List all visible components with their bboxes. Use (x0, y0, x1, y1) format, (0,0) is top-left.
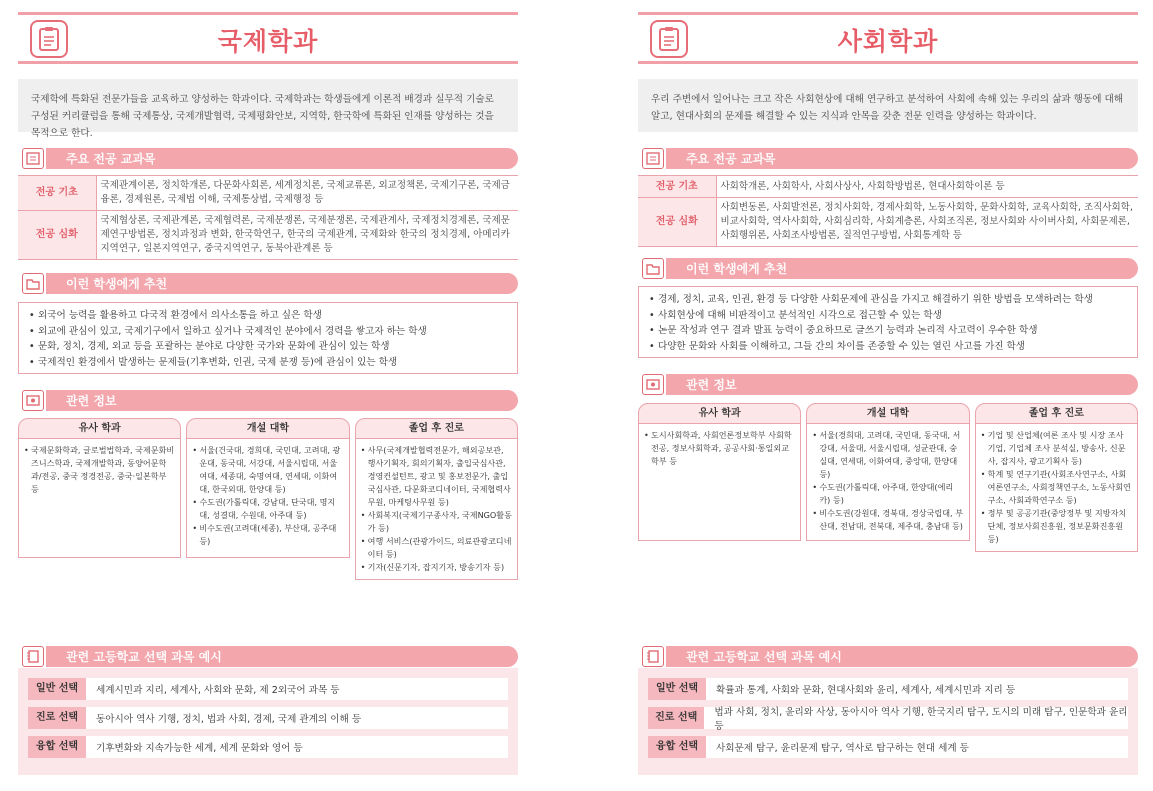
section-major-header (638, 147, 1138, 170)
title-bar (18, 12, 518, 64)
major-table (18, 175, 518, 260)
folder-icon (22, 273, 44, 294)
info-icon (642, 374, 664, 395)
info-columns (638, 403, 1138, 544)
list-item: • 서울(경희대, 고려대, 국민대, 동국대, 서강대, 서울대, 서울시립대, 성균관대, 숭실대, 연세대, 이화여대, 중앙대, 한양대 등) (812, 429, 963, 481)
book-icon (22, 646, 44, 667)
row-key: 전공 심화 (18, 211, 96, 260)
row-key: 일반 선택 (648, 678, 706, 700)
selection-row (28, 707, 508, 729)
list-item: • 사무(국제개발협력전문가, 해외공보관, 행사기획자, 회의기획자, 출입국심사관, 경영컨설턴트, 광고 및 홍보전문가, 출입국심사관, 다문화코디네이터, 국제협력사무원, 마케팅사무원 등) (361, 444, 512, 509)
row-value: 동아시아 역사 기행, 정치, 법과 사회, 경제, 국제 관계의 이해 등 (96, 714, 362, 725)
column-header: 유사 학과 (18, 418, 181, 439)
page-title: 국제학과 (217, 27, 319, 56)
row-value: 세계시민과 지리, 세계사, 사회와 문화, 제 2외국어 과목 등 (96, 685, 340, 696)
section-sel-header (18, 645, 518, 668)
intro-text: 국제학에 특화된 전문가들을 교육하고 양성하는 학과이다. 국제학과는 학생들에게 이론적 배경과 실무적 기술로 구성된 커리큘럼을 통해 국제통상, 국제개발협력, 국제평화안보, 지역학, 한국학에 특화된 인재를 양성하는 것을 목적으로 한다. (18, 79, 518, 132)
row-key: 융합 선택 (648, 736, 706, 758)
info-icon (22, 390, 44, 411)
info-column (18, 418, 181, 558)
column-header: 졸업 후 진로 (975, 403, 1138, 424)
list-item: • 비수도권(고려대(세종), 부산대, 공주대 등) (192, 522, 343, 548)
info-column (806, 403, 969, 541)
list-item: • 다양한 문화와 사회를 이해하고, 그들 간의 차이를 존중할 수 있는 열린 사고를 가진 학생 (649, 339, 1127, 355)
section-title: 주요 전공 교과목 (66, 152, 156, 166)
list-item: • 여행 서비스(관광가이드, 의료관광코디네이터 등) (361, 535, 512, 561)
selection-row (648, 707, 1128, 732)
list-item: • 수도권(가톨릭대, 아주대, 한양대(에리카) 등) (812, 481, 963, 507)
list-item: • 도시사회학과, 사회언론정보학부 사회학전공, 정보사회학과, 공공사회·통일외교학부 등 (644, 429, 795, 468)
row-value: 국제관계이론, 정치학개론, 다문화사회론, 세계정치론, 국제교류론, 외교정책론, 국제기구론, 국제금융론, 경제원론, 국제법 이해, 국제통상법, 국제행정 등 (96, 176, 518, 211)
row-key: 전공 기초 (18, 176, 96, 211)
folder-icon (642, 258, 664, 279)
list-item: • 논문 작성과 연구 결과 발표 능력이 중요하므로 글쓰기 능력과 논리적 사고력이 우수한 학생 (649, 323, 1127, 339)
section-title: 관련 정보 (686, 378, 737, 392)
section-major-header (18, 147, 518, 170)
page-right (638, 0, 1138, 791)
row-value: 기후변화와 지속가능한 세계, 세계 문화와 영어 등 (96, 743, 303, 754)
recommend-list (18, 302, 518, 374)
row-value: 법과 사회, 정치, 윤리와 사상, 동아시아 역사 기행, 한국지리 탐구, 도시의 미래 탐구, 인문학과 윤리 등 (714, 707, 1128, 732)
info-column (186, 418, 349, 558)
list-item: • 사회복지(국제기구종사자, 국제NGO활동가 등) (361, 509, 512, 535)
column-header: 졸업 후 진로 (355, 418, 518, 439)
info-column (355, 418, 518, 572)
section-title: 관련 고등학교 선택 과목 예시 (686, 650, 842, 664)
row-key: 융합 선택 (28, 736, 86, 758)
section-info-header (638, 373, 1138, 396)
selection-row (28, 678, 508, 700)
section-title: 관련 고등학교 선택 과목 예시 (66, 650, 222, 664)
section-info-header (18, 389, 518, 412)
row-value: 국제협상론, 국제관계론, 국제협력론, 국제분쟁론, 국제분쟁론, 국제관계사, 국제정치경제론, 국제문제연구방법론, 정치과정과 변화, 한국학연구, 한국의 국제관계, 국제화와 한국의 정치경제, 아메리카지역연구, 일본지역연구, 중국지역연구, 동북아관계론 등 (96, 211, 518, 260)
intro-text: 우리 주변에서 일어나는 크고 작은 사회현상에 대해 연구하고 분석하여 사회에 속해 있는 우리의 삶과 행동에 대해 알고, 현대사회의 문제를 해결할 수 있는 지식과 안목을 갖춘 전문 인력을 양성하는 학과이다. (638, 79, 1138, 132)
list-item: • 학계 및 연구기관(사회조사연구소, 사회여론연구소, 사회정책연구소, 노동사회연구소, 사회과학연구소 등) (981, 468, 1132, 507)
row-key: 전공 심화 (638, 198, 716, 247)
major-table (638, 175, 1138, 247)
row-key: 전공 기초 (638, 176, 716, 198)
selection-box (638, 668, 1138, 775)
section-title: 관련 정보 (66, 394, 117, 408)
section-rec-header (18, 272, 518, 295)
page-left (18, 0, 518, 791)
list-item: • 국제적인 환경에서 발생하는 문제들(기후변화, 인권, 국제 분쟁 등)에 관심이 있는 학생 (29, 355, 507, 371)
row-key: 일반 선택 (28, 678, 86, 700)
section-title: 이런 학생에게 추천 (686, 262, 788, 276)
list-item: • 외교에 관심이 있고, 국제기구에서 일하고 싶거나 국제적인 분야에서 경력을 쌓고자 하는 학생 (29, 324, 507, 340)
selection-box (18, 668, 518, 775)
section-title: 주요 전공 교과목 (686, 152, 776, 166)
selection-row (648, 678, 1128, 700)
list-item: • 문화, 정치, 경제, 외교 등을 포괄하는 분야로 다양한 국가와 문화에 관심이 있는 학생 (29, 339, 507, 355)
list-item: • 비수도권(강원대, 경북대, 경상국립대, 부산대, 전남대, 전북대, 제주대, 충남대 등) (812, 507, 963, 533)
list-item: • 외국어 능력을 활용하고 다국적 환경에서 의사소통을 하고 싶은 학생 (29, 308, 507, 324)
table-row (18, 211, 518, 260)
column-header: 유사 학과 (638, 403, 801, 424)
list-item: • 기자(신문기자, 잡지기자, 방송기자 등) (361, 561, 512, 574)
row-value: 사회문제 탐구, 윤리문제 탐구, 역사로 탐구하는 현대 세계 등 (716, 743, 969, 754)
row-value: 사회변동론, 사회발전론, 정치사회학, 경제사회학, 노동사회학, 문화사회학, 교육사회학, 조직사회학, 비교사회학, 역사사회학, 사회심리학, 사회계층론, 사회조직론, 정보사회와 사이버사회, 사회문제론, 사회행위론, 사회조사방법론, 질적연구방법, 사회통계학 등 (716, 198, 1138, 247)
column-header: 개설 대학 (186, 418, 349, 439)
notebook-icon (642, 148, 664, 169)
book-icon (642, 646, 664, 667)
column-header: 개설 대학 (806, 403, 969, 424)
list-item: • 사회현상에 대해 비판적이고 분석적인 시각으로 접근할 수 있는 학생 (649, 308, 1127, 324)
list-item: • 기업 및 산업체(여론 조사 및 시장 조사 기업, 기업체 조사 분석실, 방송사, 신문사, 잡지사, 광고기획사 등) (981, 429, 1132, 468)
section-title: 이런 학생에게 추천 (66, 277, 168, 291)
row-key: 진로 선택 (28, 707, 86, 729)
list-item: • 수도권(가톨릭대, 강남대, 단국대, 명지대, 성결대, 수원대, 아주대 등) (192, 496, 343, 522)
title-bar (638, 12, 1138, 64)
row-value: 사회학개론, 사회학사, 사회사상사, 사회학방법론, 현대사회학이론 등 (716, 176, 1138, 198)
table-row (18, 176, 518, 211)
row-value: 확률과 통계, 사회와 문화, 현대사회와 윤리, 세계사, 세계시민과 지리 등 (716, 685, 1016, 696)
list-item: • 정부 및 공공기관(중앙정부 및 지방자치단체, 정보사회진흥원, 정보문화진흥원 등) (981, 507, 1132, 546)
section-rec-header (638, 257, 1138, 280)
list-item: • 경제, 정치, 교육, 인권, 환경 등 다양한 사회문제에 관심을 가지고 해결하기 위한 방법을 모색하려는 학생 (649, 292, 1127, 308)
recommend-list (638, 286, 1138, 358)
info-column (638, 403, 801, 541)
info-columns (18, 418, 518, 572)
page-title: 사회학과 (837, 27, 939, 56)
list-item: • 국제문화학과, 글로벌법학과, 국제문화비즈니스학과, 국제개발학과, 동양어문학과/전공, 중국 정경전공, 중국·일본학부 등 (24, 444, 175, 496)
row-key: 진로 선택 (648, 707, 704, 729)
selection-row (648, 736, 1128, 758)
table-row (638, 198, 1138, 247)
notebook-icon (22, 148, 44, 169)
info-column (975, 403, 1138, 544)
selection-row (28, 736, 508, 758)
table-row (638, 176, 1138, 198)
list-item: • 서울(건국대, 경희대, 국민대, 고려대, 광운대, 동국대, 서강대, 서울시립대, 서울여대, 세종대, 숙명여대, 연세대, 이화여대, 한국외대, 한양대 등) (192, 444, 343, 496)
section-sel-header (638, 645, 1138, 668)
